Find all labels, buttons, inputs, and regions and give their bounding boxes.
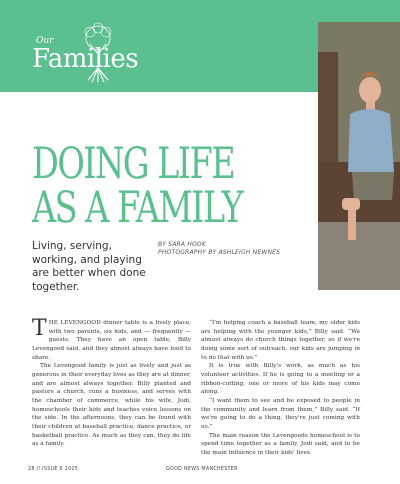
paragraph: “I'm helping coach a baseball team, my older kids are helping with the younger kids,” Billy said. “We almost always do church things together, so if we're doing some sort of outreach, our kids are jumping in to do that with us.” [201,320,360,361]
article-column-2 [201,319,360,458]
article-headline [32,139,258,233]
our-families-logo [28,20,139,90]
paragraph: The main reason the Levengoods homeschool is to spend time together as a family, Jodi said, and to be the main influence in their kids' lives. [201,432,360,456]
drop-cap: T [32,316,47,341]
headline-line-1: DOING LIFE [32,139,235,189]
paragraph-text: HE LEVENGOOD dinner table is a lively place, with two parents, six kids, and — frequently — guests. They have an open table, Billy Levengood said, and they almost always have food to share. [32,320,191,361]
logo-our-text: Our [36,36,54,46]
headline-line-2: AS A FAMILY [32,183,243,233]
logo-families-text: Families [32,44,139,74]
publication-name: GOOD NEWS MANCHESTER [166,467,238,472]
page-info: 28 // ISSUE 6 2025 [28,467,79,472]
byline-photographer: PHOTOGRAPHY BY ASHLEIGH NEWNES [158,249,281,256]
paragraph: The Levengood family is just as lively and just as generous in their everyday lives as they are at dinner, and are almost always together. Billy planted and pastors a church, runs a business, and serves with the chamber of commerce, while his wife, Jodi, homeschools their kids and teaches voice lessons on the side. In the afternoons, they can be found with their children at baseball practice, dance practice, or basketball practice. As much as they can, they do life as a family. [32,363,191,448]
paragraph: “I want them to see and be exposed to people in the community and learn from them,” Billy said. “If we're going to do a thing, they're just coming with us.” [201,397,360,430]
paragraph: It is true with Billy's work, as much as his volunteer activities. If he is going to a meeting or a ribbon-cutting, one or more of his kids may come along. [201,363,360,396]
article-column-1 [32,316,191,449]
byline-author: BY SARA HOOK [158,241,206,248]
article-photo [318,22,400,290]
photo-illustration [318,22,400,290]
article-byline [158,241,280,257]
paragraph [32,316,191,362]
article-subhead: Living, serving, working, and playing are better when done together. [32,240,146,293]
